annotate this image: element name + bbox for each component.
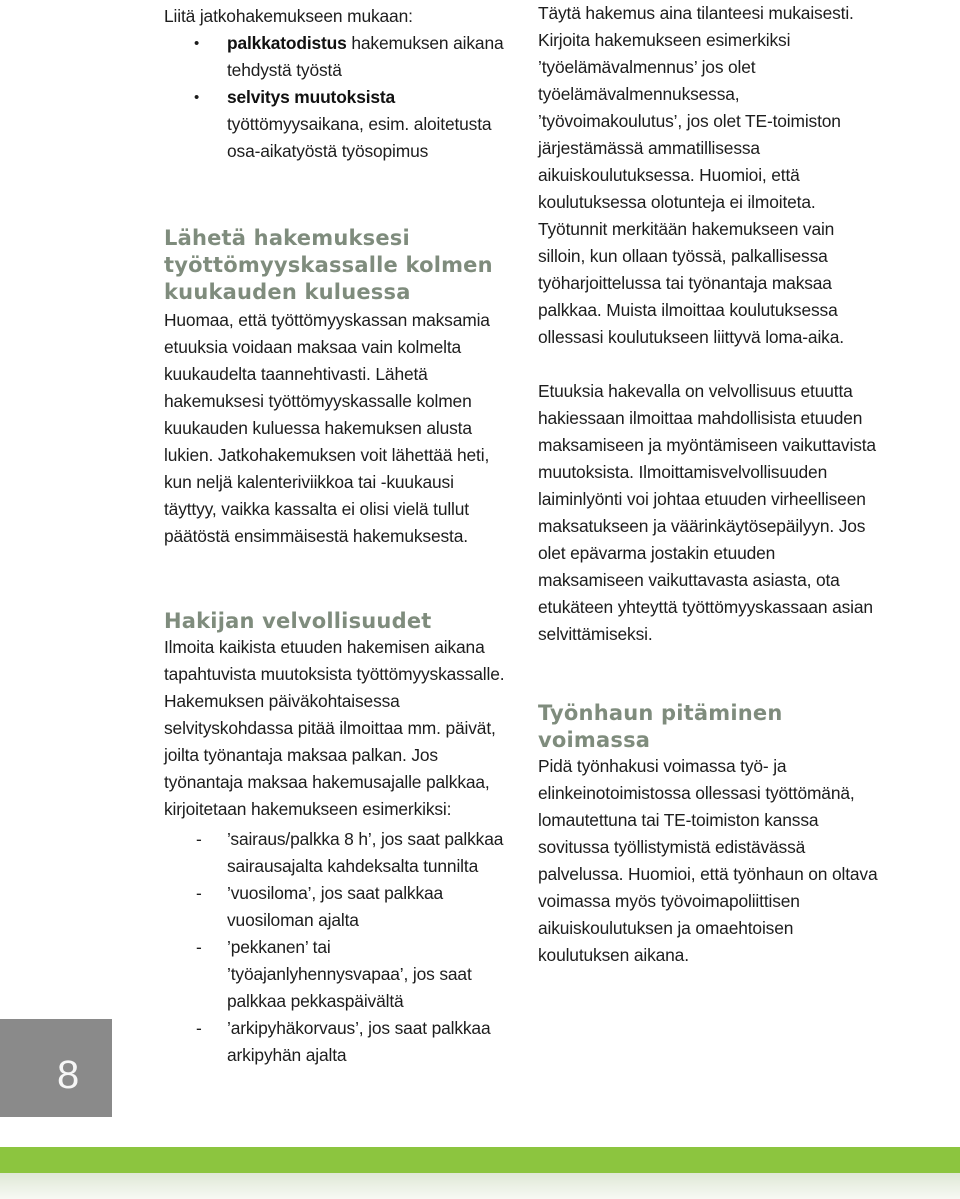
attachments-list xyxy=(164,30,506,165)
list-item xyxy=(164,30,506,84)
job-search-body: Pidä työnhakusi voimassa työ- ja elinkeinotoimistossa ollessasi työttömänä, lomautettuna tai TE-toimiston kanssa sovitussa työllistymistä edistävässä palvelussa. Huomioi, että työnhaun on oltava voimassa myös työvoimapoliittisen aikuiskoulutuksen ja omaehtoisen koulutuksen aikana. xyxy=(538,756,878,965)
send-application-body: Huomaa, että työttömyyskassan maksamia etuuksia voidaan maksaa vain kolmelta kuukaudelta taannehtivasti. Lähetä hakemuksesi työttömyyskassalle kolmen kuukauden kuluessa hakemuksen alusta lukien. Jatkohakemuksen voit lähettää heti, kun neljä kalenteriviikkoa tai -kuukausi täyttyy, vaikka kassalta ei olisi vielä tullut päätöstä ensimmäisestä hakemuksesta. xyxy=(164,310,490,546)
section-heading-send-application xyxy=(164,225,506,306)
page-number: 8 xyxy=(57,1053,80,1097)
page-number-box xyxy=(0,1019,112,1117)
heading-line: työttömyyskassalle kolmen xyxy=(164,253,493,277)
footer-band xyxy=(0,1147,960,1173)
list-item-bold: palkkatodistus xyxy=(227,33,347,53)
list-item-bold: selvitys muutoksista xyxy=(227,87,396,107)
list-item: - ’vuosiloma’, jos saat palkkaa vuosiloman ajalta xyxy=(164,880,506,934)
section-heading-job-search: Työnhaun pitäminen voimassa xyxy=(538,701,783,752)
section-heading-applicant-obligations: Hakijan velvollisuudet xyxy=(164,609,432,633)
list-item-text: työttömyysaikana, esim. aloitetusta osa-aikatyöstä työsopimus xyxy=(227,114,492,161)
footer-band-shade xyxy=(0,1173,960,1199)
heading-line: kuukauden kuluessa xyxy=(164,280,411,304)
list-item xyxy=(164,84,506,165)
examples-list xyxy=(164,826,506,1069)
list-item-text: hakemuksen aikana tehdystä työstä xyxy=(227,33,504,80)
heading-line: Lähetä hakemuksesi xyxy=(164,226,410,250)
list-item: - ’arkipyhäkorvaus’, jos saat palkkaa arkipyhän ajalta xyxy=(164,1015,506,1069)
right-column xyxy=(538,0,878,969)
left-column xyxy=(164,0,506,1069)
applicant-obligations-body: Ilmoita kaikista etuuden hakemisen aikana tapahtuvista muutoksista työttömyyskassalle. Hakemuksen päiväkohtaisessa selvityskohdassa pitää ilmoittaa mm. päivät, joilta työnantaja maksaa palkan. Jos työnantaja maksaa hakemusajalle palkkaa, kirjoitetaan hakemukseen esimerkiksi: xyxy=(164,637,505,819)
fill-application-paragraph: Täytä hakemus aina tilanteesi mukaisesti. Kirjoita hakemukseen esimerkiksi ’työelämävalmennus’ jos olet työelämävalmennuksessa, ’työvoimakoulutus’, jos olet TE-toimiston järjestämässä ammatillisessa aikuiskoulutuksessa. Huomioi, että koulutuksessa olotunteja ei ilmoiteta. Työtunnit merkitään hakemukseen vain silloin, kun ollaan työssä, palkallisessa työharjoittelussa tai työnantaja maksaa palkkaa. Muista ilmoittaa koulutuksessa ollessasi koulutukseen liittyvä loma-aika. xyxy=(538,3,854,347)
attachments-intro: Liitä jatkohakemukseen mukaan: xyxy=(164,6,413,26)
list-item: - ’pekkanen’ tai ’työajanlyhennysvapaa’, jos saat palkkaa pekkaspäivältä xyxy=(164,934,506,1015)
list-item: - ’sairaus/palkka 8 h’, jos saat palkkaa sairausajalta kahdeksalta tunnilta xyxy=(164,826,506,880)
duty-to-report-paragraph: Etuuksia hakevalla on velvollisuus etuutta hakiessaan ilmoittaa mahdollisista etuuden maksamiseen ja myöntämiseen vaikuttavista muutoksista. Ilmoittamisvelvollisuuden laiminlyönti voi johtaa etuuden virheelliseen maksatukseen ja väärinkäytösepäilyyn. Jos olet epävarma jostakin etuuden maksamiseen vaikuttavasta asiasta, ota etukäteen yhteyttä työttömyyskassaan asian selvittämiseksi. xyxy=(538,381,876,644)
